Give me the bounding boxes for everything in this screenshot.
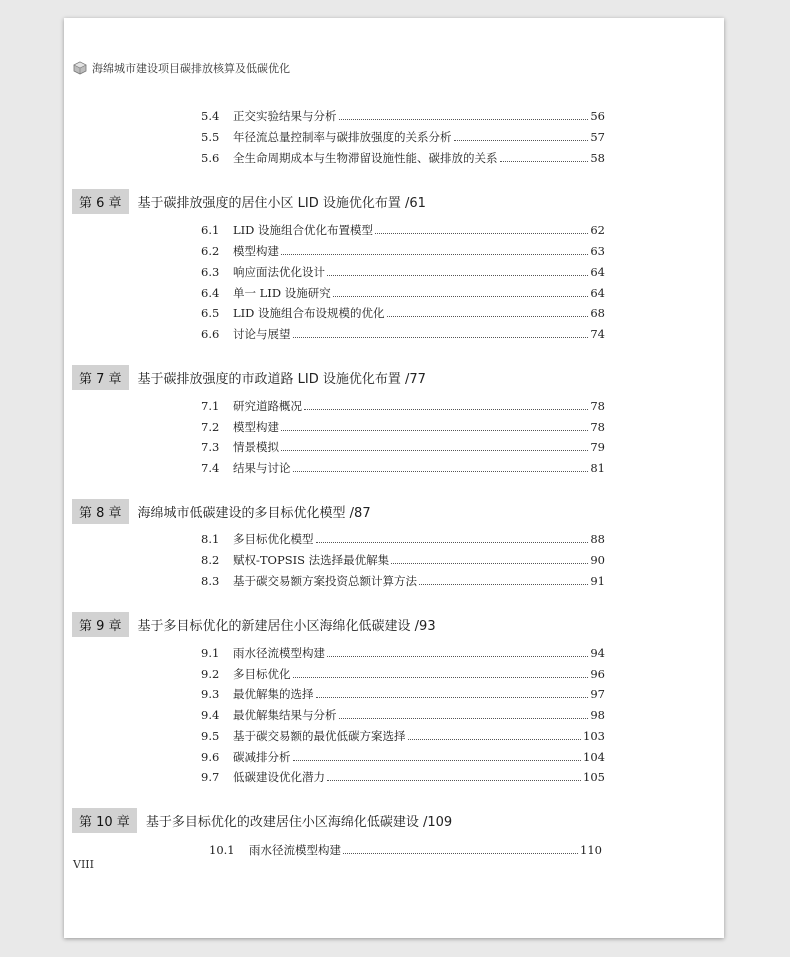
section-title: 单一 LID 设施研究 (233, 286, 331, 300)
section-title: 模型构建 (233, 420, 279, 434)
page-number: 104 (583, 750, 605, 764)
section-title: 模型构建 (233, 244, 279, 258)
section-number: 9.6 (201, 750, 220, 764)
folio-page-number: VIII (73, 858, 94, 871)
section-number: 9.3 (201, 687, 220, 701)
chapter-heading[interactable] (72, 365, 426, 390)
page-number: 98 (590, 708, 605, 722)
section-title: 年径流总量控制率与碳排放强度的关系分析 (233, 130, 452, 144)
section-number: 7.4 (201, 461, 220, 475)
leader-dots (293, 337, 589, 338)
section-number: 9.2 (201, 667, 220, 681)
section-title: 雨水径流模型构建 (249, 843, 341, 857)
section-title: 低碳建设优化潜力 (233, 770, 325, 784)
section-number: 6.1 (201, 223, 220, 237)
section-title: 情景模拟 (233, 440, 279, 454)
leader-dots (333, 296, 589, 297)
toc-entry[interactable] (209, 842, 602, 858)
page-number: 78 (590, 399, 605, 413)
leader-dots (293, 677, 589, 678)
section-number: 9.7 (201, 770, 220, 784)
section-title: 结果与讨论 (233, 461, 291, 475)
page-number: 74 (590, 327, 605, 341)
section-number: 6.6 (201, 327, 220, 341)
section-title: 基于碳交易额方案投资总额计算方法 (233, 574, 417, 588)
section-number: 5.6 (201, 151, 220, 165)
leader-dots (293, 760, 582, 761)
section-number: 10.1 (209, 843, 235, 857)
chapter-heading[interactable] (72, 612, 436, 637)
page-number: 57 (590, 130, 605, 144)
section-title: 响应面法优化设计 (233, 265, 325, 279)
section-number: 5.5 (201, 130, 220, 144)
page-number: 94 (590, 646, 605, 660)
toc-entry[interactable] (201, 460, 605, 476)
leader-dots (316, 697, 589, 698)
toc-entry[interactable] (201, 707, 605, 723)
section-title: 最优解集的选择 (233, 687, 314, 701)
page-number: 97 (590, 687, 605, 701)
leader-dots (281, 450, 588, 451)
toc-entry[interactable] (201, 419, 605, 435)
toc-entry[interactable] (201, 108, 605, 124)
section-number: 8.2 (201, 553, 220, 567)
section-title: 研究道路概况 (233, 399, 302, 413)
leader-dots (408, 739, 582, 740)
page-number: 68 (590, 306, 605, 320)
toc-entry[interactable] (201, 728, 605, 744)
leader-dots (391, 563, 588, 564)
toc-entry[interactable] (201, 666, 605, 682)
section-number: 6.3 (201, 265, 220, 279)
chapter-label: 第 8 章 (72, 499, 129, 524)
leader-dots (419, 584, 588, 585)
book-title: 海绵城市建设项目碳排放核算及低碳优化 (92, 62, 290, 75)
section-title: 雨水径流模型构建 (233, 646, 325, 660)
section-number: 6.2 (201, 244, 220, 258)
toc-entry[interactable] (201, 150, 605, 166)
page-number: 103 (583, 729, 605, 743)
section-title: 赋权-TOPSIS 法选择最优解集 (233, 553, 390, 567)
toc-entry[interactable] (201, 645, 605, 661)
toc-entry[interactable] (201, 243, 605, 259)
page-number: 96 (590, 667, 605, 681)
page-number: 64 (590, 286, 605, 300)
page-number: 90 (590, 553, 605, 567)
toc-entry[interactable] (201, 398, 605, 414)
section-number: 8.1 (201, 532, 220, 546)
page-number: 88 (590, 532, 605, 546)
section-number: 7.3 (201, 440, 220, 454)
leader-dots (316, 542, 589, 543)
toc-entry[interactable] (201, 129, 605, 145)
chapter-heading[interactable] (72, 499, 371, 524)
chapter-label: 第 10 章 (72, 808, 137, 833)
toc-entry[interactable] (201, 264, 605, 280)
leader-dots (343, 853, 578, 854)
leader-dots (327, 780, 581, 781)
leader-dots (339, 119, 589, 120)
section-title: 碳减排分析 (233, 750, 291, 764)
section-number: 9.5 (201, 729, 220, 743)
toc-entry[interactable] (201, 769, 605, 785)
section-title: 多目标优化模型 (233, 532, 314, 546)
leader-dots (304, 409, 588, 410)
toc-entry[interactable] (201, 686, 605, 702)
chapter-title: 基于碳排放强度的居住小区 LID 设施优化布置 /61 (137, 196, 426, 211)
toc-entry[interactable] (201, 439, 605, 455)
leader-dots (387, 316, 589, 317)
leader-dots (327, 656, 588, 657)
chapter-label: 第 9 章 (72, 612, 129, 637)
page-number: 110 (580, 843, 602, 857)
chapter-heading[interactable] (72, 189, 426, 214)
page-number: 91 (590, 574, 605, 588)
leader-dots (281, 430, 588, 431)
section-title: 最优解集结果与分析 (233, 708, 337, 722)
leader-dots (454, 140, 589, 141)
page-number: 62 (590, 223, 605, 237)
leader-dots (375, 233, 588, 234)
chapter-heading[interactable] (72, 808, 452, 833)
page-number: 58 (590, 151, 605, 165)
section-number: 7.1 (201, 399, 220, 413)
toc-entry[interactable] (201, 222, 605, 238)
chapter-label: 第 7 章 (72, 365, 129, 390)
running-header (73, 60, 290, 76)
section-title: LID 设施组合优化布置模型 (233, 223, 374, 237)
chapter-title: 海绵城市低碳建设的多目标优化模型 /87 (137, 506, 371, 521)
section-title: 基于碳交易额的最优低碳方案选择 (233, 729, 406, 743)
leader-dots (327, 275, 588, 276)
page-number: 79 (590, 440, 605, 454)
page-number: 81 (590, 461, 605, 475)
leader-dots (281, 254, 588, 255)
page-number: 63 (590, 244, 605, 258)
section-title: 多目标优化 (233, 667, 291, 681)
cube-logo-icon (73, 61, 87, 75)
toc-entry[interactable] (201, 552, 605, 568)
leader-dots (500, 161, 589, 162)
section-title: 讨论与展望 (233, 327, 291, 341)
section-number: 9.4 (201, 708, 220, 722)
section-number: 9.1 (201, 646, 220, 660)
section-number: 6.4 (201, 286, 220, 300)
section-number: 6.5 (201, 306, 220, 320)
page-number: 78 (590, 420, 605, 434)
chapter-title: 基于碳排放强度的市政道路 LID 设施优化布置 /77 (137, 372, 426, 387)
page-number: 56 (590, 109, 605, 123)
page-number: 105 (583, 770, 605, 784)
section-number: 8.3 (201, 574, 220, 588)
toc-entry[interactable] (201, 531, 605, 547)
section-title: 正交实验结果与分析 (233, 109, 337, 123)
section-number: 7.2 (201, 420, 220, 434)
chapter-label: 第 6 章 (72, 189, 129, 214)
toc-entry[interactable] (201, 749, 605, 765)
toc-entry[interactable] (201, 285, 605, 301)
chapter-title: 基于多目标优化的改建居住小区海绵化低碳建设 /109 (145, 815, 453, 830)
section-title: LID 设施组合布设规模的优化 (233, 306, 385, 320)
section-title: 全生命周期成本与生物滞留设施性能、碳排放的关系 (233, 151, 498, 165)
toc-entry[interactable] (201, 305, 605, 321)
leader-dots (339, 718, 589, 719)
toc-entry[interactable] (201, 326, 605, 342)
page-number: 64 (590, 265, 605, 279)
chapter-title: 基于多目标优化的新建居住小区海绵化低碳建设 /93 (137, 619, 436, 634)
leader-dots (293, 471, 589, 472)
toc-entry[interactable] (201, 573, 605, 589)
section-number: 5.4 (201, 109, 220, 123)
